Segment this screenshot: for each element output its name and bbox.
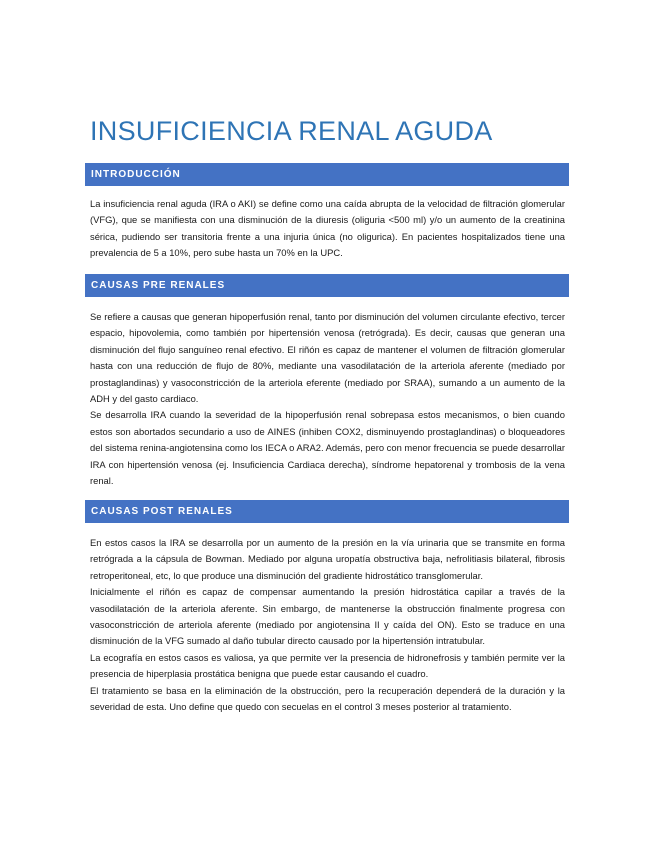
section-body-introduccion: [90, 196, 565, 262]
paragraph: Inicialmente el riñón es capaz de compensar aumentando la presión hidrostática capilar a través de la vasodilatación de la arteriola aferente. Sin embargo, de mantenerse la obstrucción finalmente progresa con vasoconstricción de arteriola aferente (mediado por angiotensina II y caída del ON). Esto se traduce en una disminución de la VFG sumado al daño tubular directo causado por la hipertensión intratubular.: [90, 586, 565, 647]
paragraph: Se desarrolla IRA cuando la severidad de la hipoperfusión renal sobrepasa estos mecanismos, o bien cuando estos son abortados secundario a uso de AINES (inhiben COX2, disminuyendo prostaglandinas) o bloqueadores del sistema renina-angiotensina como los IECA o ARA2. Además, pero con menor frecuencia se puede desarrollar IRA con hipertensión venosa (ej. Insuficiencia Cardiaca derecha), síndrome hepatorenal y trombosis de la vena renal.: [90, 409, 565, 487]
paragraph: La ecografía en estos casos es valiosa, ya que permite ver la presencia de hidronefrosis y también permite ver la presencia de hiperplasia prostática benigna que puede estar causando el cuadro.: [90, 651, 565, 680]
document-title: INSUFICIENCIA RENAL AGUDA: [90, 116, 493, 146]
paragraph: Se refiere a causas que generan hipoperfusión renal, tanto por disminución del volumen circulante efectivo, tercer espacio, hipovolemia, como también por hipertensión venosa (retrógrada). Es decir, causas que generan una disminución del flujo sanguíneo renal efectivo. El riñón es capaz de mantener el volumen de filtración glomerular hasta con una reducción de flujo de 80%, mediante una vasodilatación de la arteriola aferente (mediado por prostaglandinas) y vasoconstricción de la arteriola eferente (mediado por SRAA), sumando a un aumento de la ADH y del gasto cardiaco.: [90, 311, 565, 405]
section-body-causas-post-renales: [90, 535, 565, 715]
paragraph: En estos casos la IRA se desarrolla por un aumento de la presión en la vía urinaria que se transmite en forma retrógrada a la cápsula de Bowman. Mediado por alguna uropatía obstructiva baja, nefrolitiasis bilateral, fibrosis retroperitoneal, etc, lo que produce una disminución del gradiente hidrostático transglomerular.: [90, 537, 565, 581]
paragraph: El tratamiento se basa en la eliminación de la obstrucción, pero la recuperación dependerá de la duración y la severidad de esta. Uno define que quedo con secuelas en el control 3 meses posterior al tratamiento.: [90, 684, 565, 713]
paragraph: La insuficiencia renal aguda (IRA o AKI) se define como una caída abrupta de la velocidad de filtración glomerular (VFG), que se manifiesta con una disminución de la diuresis (oliguria <500 ml) y/o un aumento de la creatinina sérica, pudiendo ser transitoria frente a una injuria única (no oligurica). En pacientes hospitalizados tiene una prevalencia de 5 a 10%, pero sube hasta un 70% en la UPC.: [90, 198, 565, 259]
section-heading-causas-pre-renales: CAUSAS PRE RENALES: [85, 274, 569, 297]
section-heading-causas-post-renales: CAUSAS POST RENALES: [85, 500, 569, 523]
section-body-causas-pre-renales: [90, 309, 565, 489]
section-heading-introduccion: INTRODUCCIÓN: [85, 163, 569, 186]
